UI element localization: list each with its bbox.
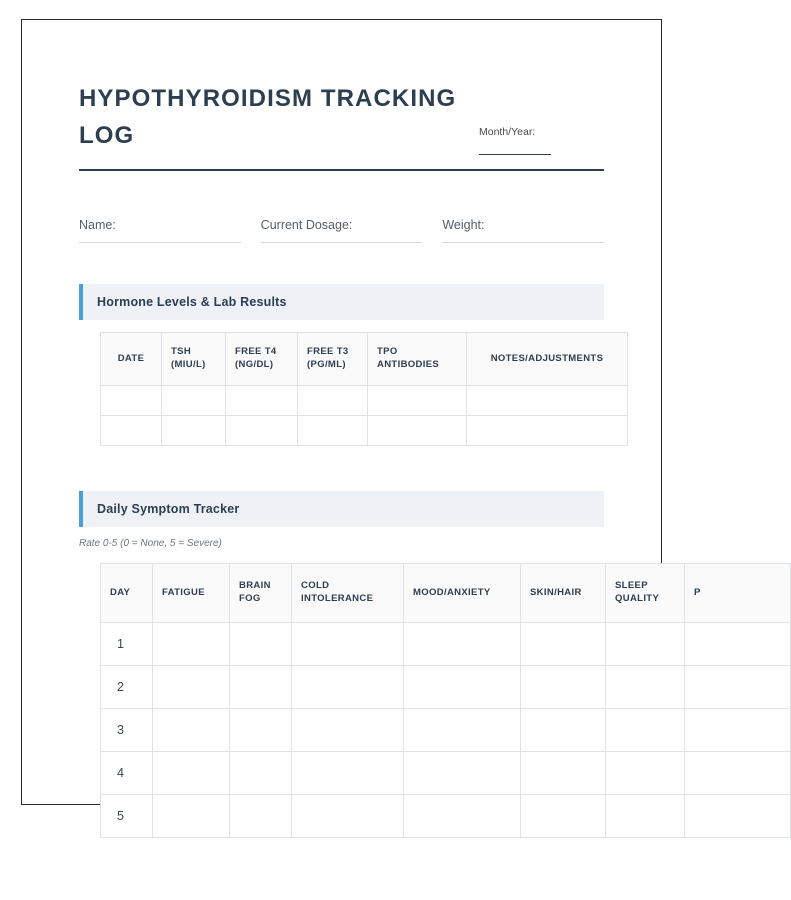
table-row (101, 752, 791, 795)
cell-fatigue[interactable] (153, 795, 230, 838)
cell-clipped[interactable] (685, 752, 791, 795)
table-row (101, 709, 791, 752)
cell-clipped[interactable] (685, 666, 791, 709)
cell-fatigue[interactable] (153, 752, 230, 795)
cell-tpo-antibodies[interactable] (368, 386, 467, 416)
cell-mood-anxiety[interactable] (404, 795, 521, 838)
table-header-row (101, 564, 791, 623)
month-year-writing-line[interactable] (479, 154, 551, 155)
cell-fatigue[interactable] (153, 623, 230, 666)
cell-cold-intolerance[interactable] (292, 623, 404, 666)
cell-free-t4[interactable] (226, 416, 298, 446)
cell-skin-hair[interactable] (521, 752, 606, 795)
cell-cold-intolerance[interactable] (292, 795, 404, 838)
section-title-hormone: Hormone Levels & Lab Results (97, 295, 287, 309)
cell-skin-hair[interactable] (521, 795, 606, 838)
name-label: Name: (79, 218, 116, 232)
cell-clipped[interactable] (685, 709, 791, 752)
cell-cold-intolerance[interactable] (292, 752, 404, 795)
section-header-symptom (79, 491, 604, 527)
weight-label: Weight: (442, 218, 485, 232)
cell-date[interactable] (101, 386, 162, 416)
cell-fatigue[interactable] (153, 709, 230, 752)
cell-mood-anxiety[interactable] (404, 752, 521, 795)
col-free-t4: FREE T4 (NG/DL) (226, 333, 298, 386)
cell-tpo-antibodies[interactable] (368, 416, 467, 446)
rating-scale-note: Rate 0-5 (0 = None, 5 = Severe) (79, 538, 222, 549)
current-dosage-label: Current Dosage: (260, 218, 353, 232)
hormone-levels-table (100, 332, 628, 446)
cell-brain-fog[interactable] (230, 709, 292, 752)
col-mood-anxiety: MOOD/ANXIETY (404, 564, 521, 623)
current-dosage-writing-line[interactable] (261, 242, 423, 243)
cell-day[interactable]: 1 (101, 623, 153, 666)
month-year-field[interactable] (479, 126, 604, 155)
col-clipped: P (685, 564, 791, 623)
cell-mood-anxiety[interactable] (404, 623, 521, 666)
cell-mood-anxiety[interactable] (404, 709, 521, 752)
page-content (22, 20, 701, 823)
daily-symptom-table (100, 563, 791, 838)
cell-brain-fog[interactable] (230, 752, 292, 795)
cell-sleep-quality[interactable] (606, 752, 685, 795)
cell-cold-intolerance[interactable] (292, 709, 404, 752)
cell-sleep-quality[interactable] (606, 795, 685, 838)
title-row (79, 80, 604, 155)
name-field[interactable] (79, 218, 241, 243)
cell-skin-hair[interactable] (521, 666, 606, 709)
cell-tsh[interactable] (162, 386, 226, 416)
col-brain-fog: BRAIN FOG (230, 564, 292, 623)
cell-day[interactable]: 5 (101, 795, 153, 838)
cell-brain-fog[interactable] (230, 666, 292, 709)
col-day: DAY (101, 564, 153, 623)
col-free-t3: FREE T3 (PG/ML) (298, 333, 368, 386)
cell-clipped[interactable] (685, 795, 791, 838)
table-row (101, 666, 791, 709)
cell-sleep-quality[interactable] (606, 709, 685, 752)
cell-fatigue[interactable] (153, 666, 230, 709)
document-page (21, 19, 701, 823)
col-sleep-quality: SLEEP QUALITY (606, 564, 685, 623)
cell-clipped[interactable] (685, 623, 791, 666)
col-fatigue: FATIGUE (153, 564, 230, 623)
cell-sleep-quality[interactable] (606, 666, 685, 709)
cell-day[interactable]: 3 (101, 709, 153, 752)
page-title: HYPOTHYROIDISM TRACKING LOG (79, 85, 457, 150)
table-row (101, 795, 791, 838)
weight-field[interactable] (442, 218, 604, 243)
document-header (79, 80, 604, 171)
cell-day[interactable]: 2 (101, 666, 153, 709)
month-year-label: Month/Year: (479, 126, 536, 138)
col-tpo-antibodies: TPO ANTIBODIES (368, 333, 467, 386)
section-header-hormone (79, 284, 604, 320)
hormone-table-container (100, 332, 628, 446)
col-date: DATE (101, 333, 162, 386)
cell-date[interactable] (101, 416, 162, 446)
table-row (101, 386, 628, 416)
info-fields-row (79, 218, 604, 243)
name-writing-line[interactable] (79, 242, 241, 243)
cell-free-t3[interactable] (298, 416, 368, 446)
col-tsh: TSH (MIU/L) (162, 333, 226, 386)
table-row (101, 416, 628, 446)
symptom-table-container (100, 563, 701, 838)
cell-sleep-quality[interactable] (606, 623, 685, 666)
col-notes-adjustments: NOTES/ADJUSTMENTS (467, 333, 628, 386)
weight-writing-line[interactable] (442, 242, 604, 243)
cell-day[interactable]: 4 (101, 752, 153, 795)
cell-brain-fog[interactable] (230, 623, 292, 666)
col-skin-hair: SKIN/HAIR (521, 564, 606, 623)
title-divider (79, 169, 604, 171)
cell-notes-adjustments[interactable] (467, 386, 628, 416)
cell-mood-anxiety[interactable] (404, 666, 521, 709)
col-cold-intolerance: COLD INTOLERANCE (292, 564, 404, 623)
current-dosage-field[interactable] (261, 218, 423, 243)
cell-brain-fog[interactable] (230, 795, 292, 838)
section-title-symptom: Daily Symptom Tracker (97, 502, 240, 516)
cell-free-t4[interactable] (226, 386, 298, 416)
table-row (101, 623, 791, 666)
cell-free-t3[interactable] (298, 386, 368, 416)
cell-skin-hair[interactable] (521, 709, 606, 752)
table-header-row (101, 333, 628, 386)
cell-notes-adjustments[interactable] (467, 416, 628, 446)
cell-skin-hair[interactable] (521, 623, 606, 666)
cell-cold-intolerance[interactable] (292, 666, 404, 709)
cell-tsh[interactable] (162, 416, 226, 446)
